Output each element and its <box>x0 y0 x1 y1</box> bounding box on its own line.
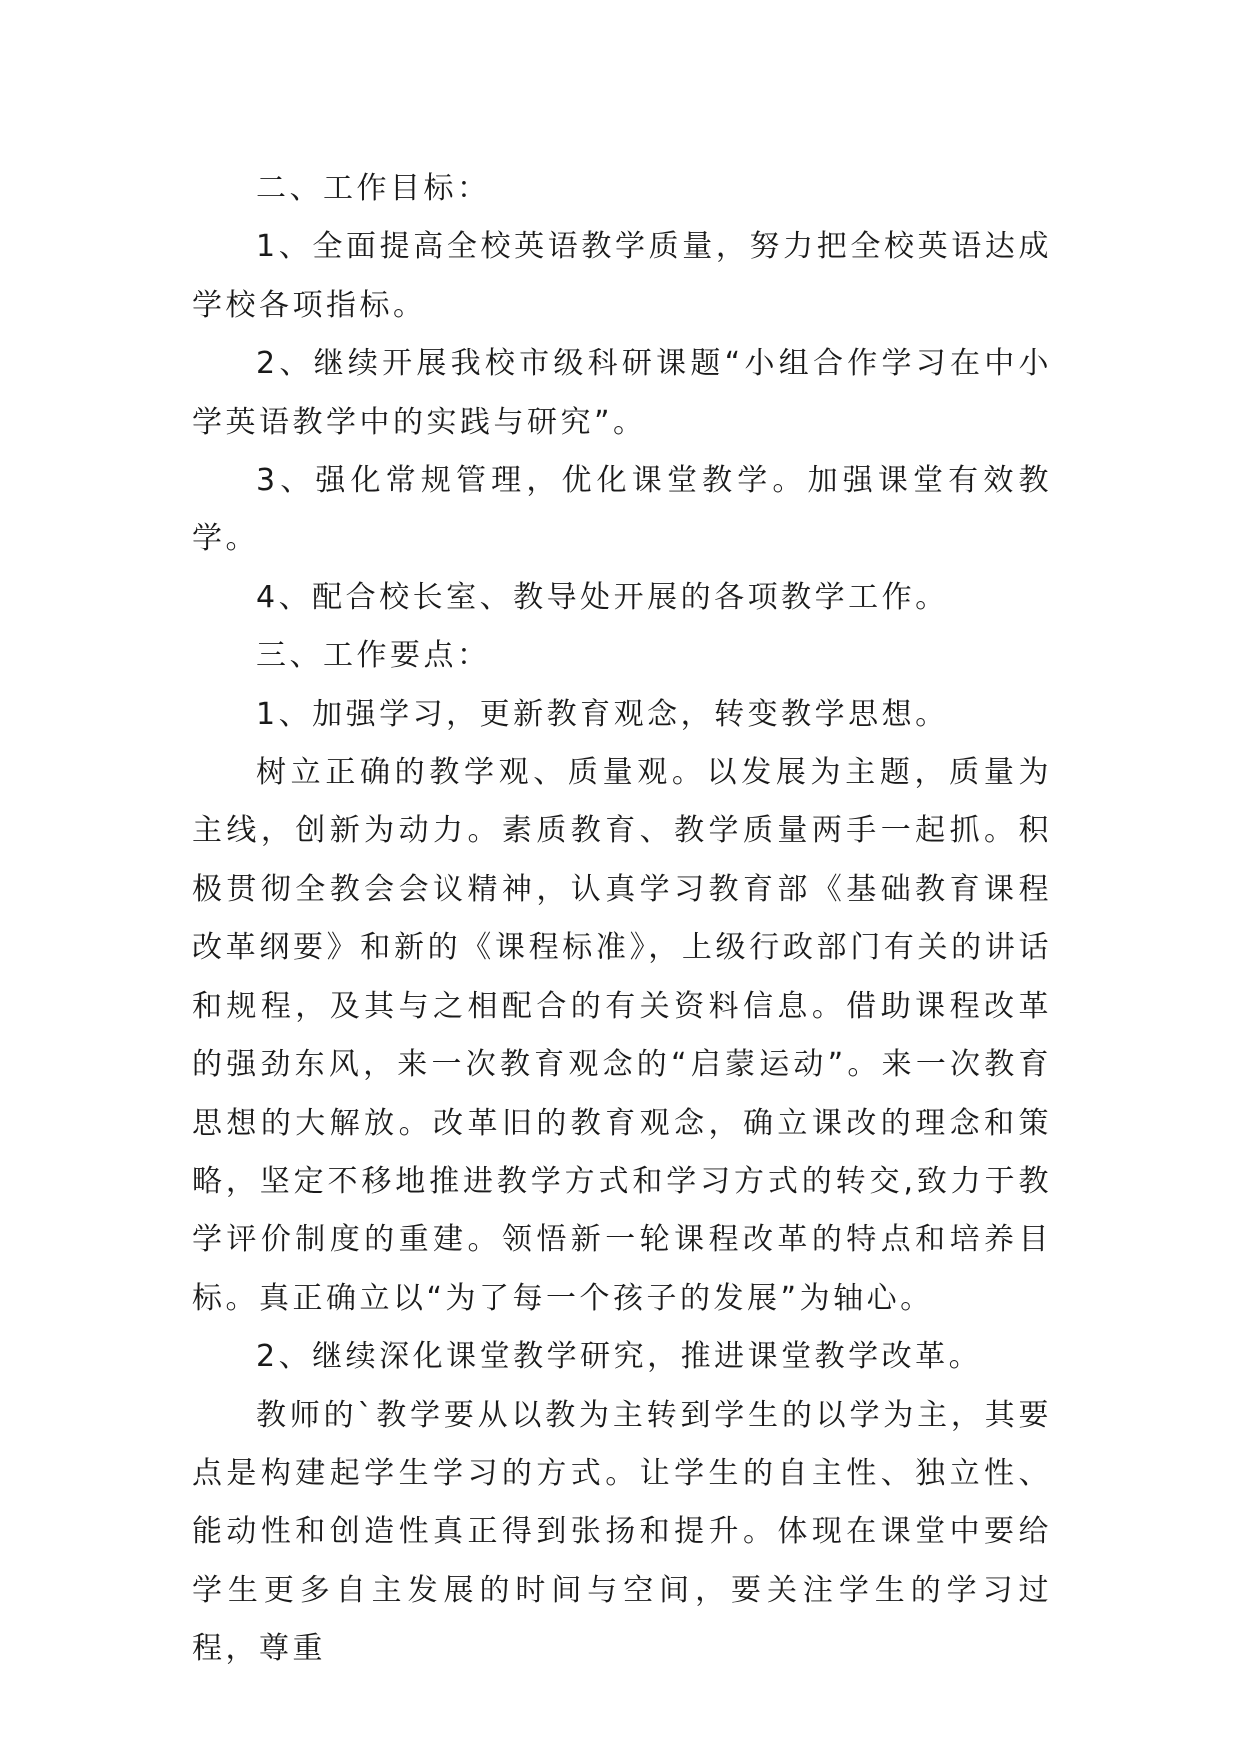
paragraph-point-1-heading: 1、加强学习，更新教育观念，转变教学思想。 <box>256 696 949 732</box>
document-body <box>192 160 1052 1679</box>
paragraph-goal-3: 3、强化常规管理，优化课堂教学。加强课堂有效教学。 <box>192 463 1052 557</box>
paragraph-section-2-heading: 二、工作目标： <box>256 171 491 206</box>
paragraph-point-1-body: 树立正确的教学观、质量观。以发展为主题，质量为主线，创新为动力。素质教育、教学质量两手一起抓。积极贯彻全教会会议精神，认真学习教育部《基础教育课程改革纲要》和新的《课程标准》，上级行政部门有关的讲话和规程，及其与之相配合的有关资料信息。借助课程改革的强劲东风，来一次教育观念的“启蒙运动”。来一次教育思想的大解放。改革旧的教育观念，确立课改的理念和策略，坚定不移地推进教学方式和学习方式的转交,致力于教学评价制度的重建。领悟新一轮课程改革的特点和培养目标。真正确立以“为了每一个孩子的发展”为轴心。 <box>192 755 1052 1316</box>
paragraph-section-3-heading: 三、工作要点： <box>256 638 491 674</box>
paragraph-goal-2: 2、继续开展我校市级科研课题“小组合作学习在中小学英语教学中的实践与研究”。 <box>192 346 1052 440</box>
paragraph-goal-4: 4、配合校长室、教导处开展的各项教学工作。 <box>256 579 949 615</box>
paragraph-goal-1: 1、全面提高全校英语教学质量，努力把全校英语达成学校各项指标。 <box>192 229 1052 323</box>
paragraph-point-2-heading: 2、继续深化课堂教学研究，推进课堂教学改革。 <box>256 1339 983 1375</box>
paragraph-point-2-body: 教师的`教学要从以教为主转到学生的以学为主，其要点是构建起学生学习的方式。让学生的自主性、独立性、能动性和创造性真正得到张扬和提升。体现在课堂中要给学生更多自主发展的时间与空间，要关注学生的学习过程，尊重 <box>192 1397 1052 1667</box>
